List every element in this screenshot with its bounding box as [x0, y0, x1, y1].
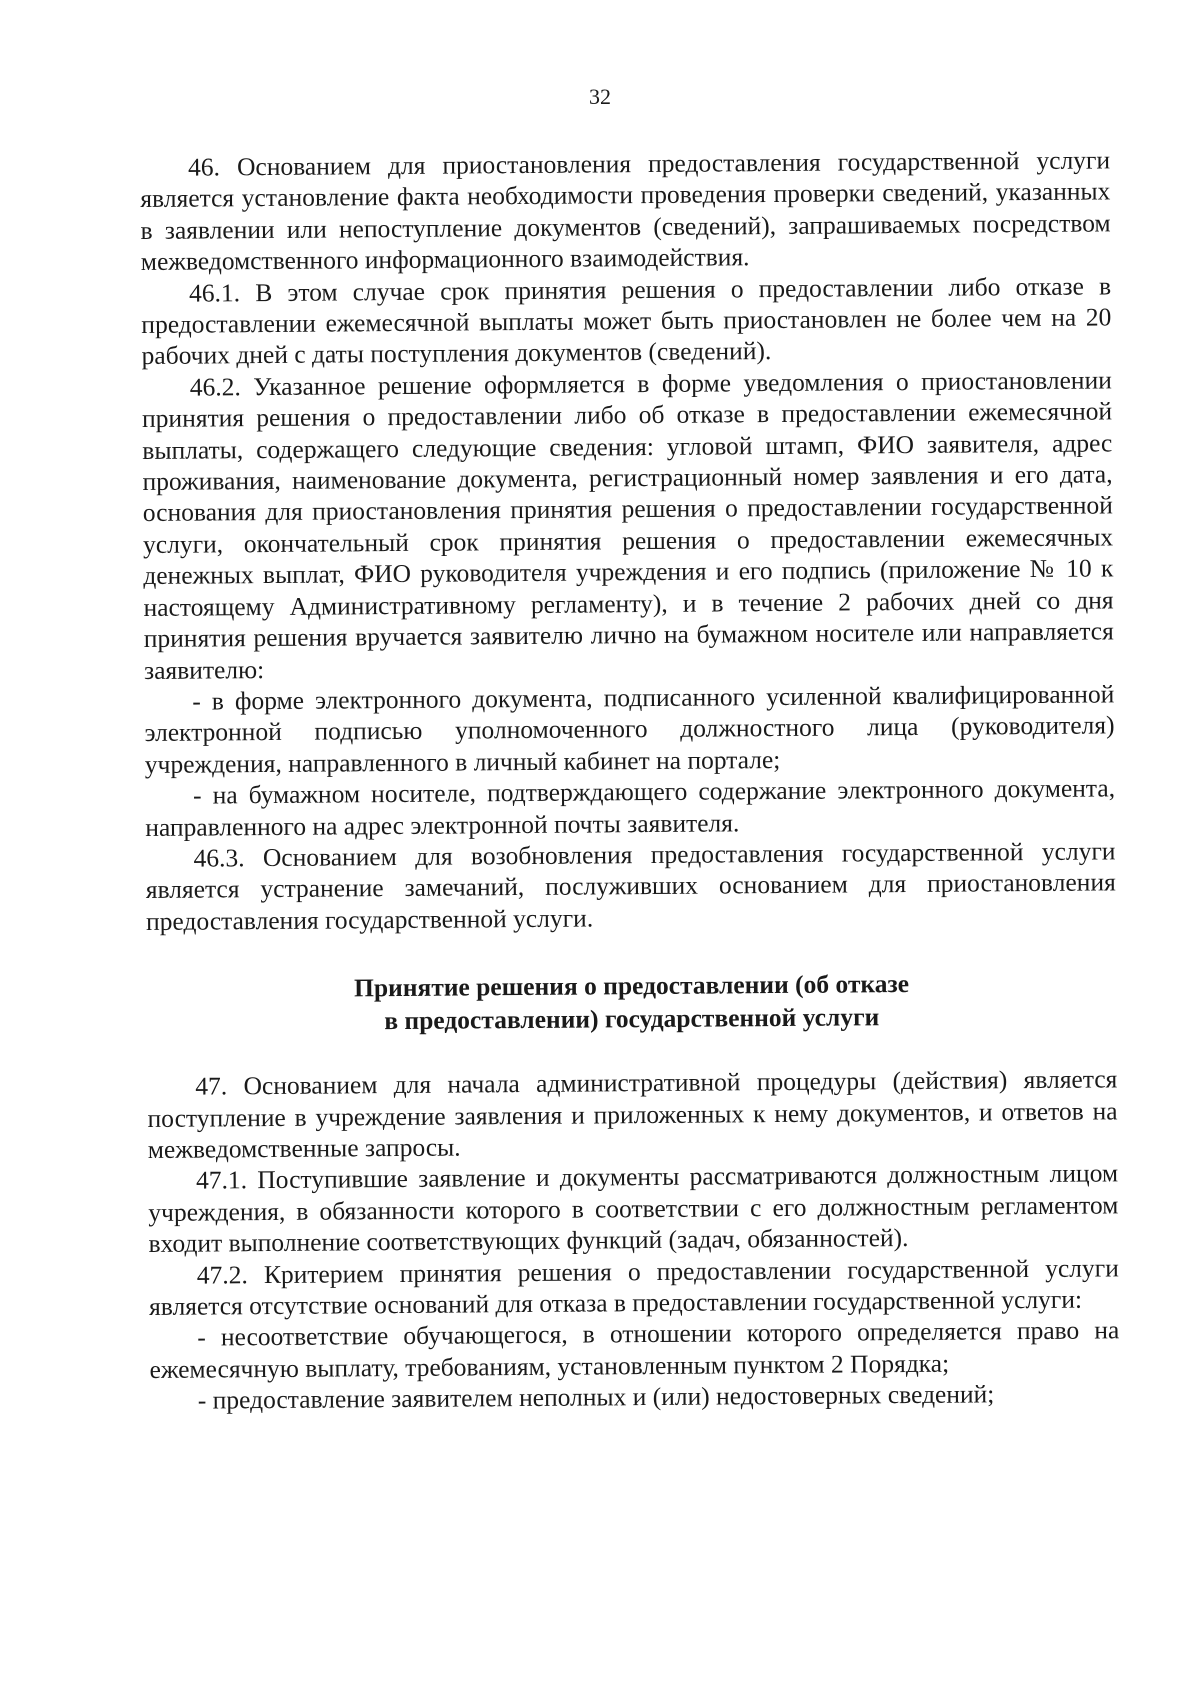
paragraph-46-3: 46.3. Основанием для возобновления предоставления государственной услуги является устранение замечаний, послуживших основанием для приостановления предоставления государственной услуги. — [145, 836, 1116, 936]
paragraph-46: 46. Основанием для приостановления предоставления государственной услуги является установление факта необходимости проведения проверки сведений, указанных в заявлении или непоступление документов (сведений), запрашиваемых посредством межведомственного информационного взаимодействия. — [140, 145, 1111, 277]
page-number: 32 — [589, 84, 611, 109]
list-item-paper-document: - на бумажном носителе, подтверждающего содержание электронного документа, направленного на адрес электронной почты заявителя. — [145, 773, 1116, 842]
section-heading-line-1: Принятие решения о предоставлении (об отказе — [353, 969, 910, 1003]
paragraph-47-1: 47.1. Поступившие заявление и документы рассматриваются должностным лицом учреждения, в обязанности которого в соответствии с его должностным регламентом входит выполнение соответствующих функций (задач, обязанностей). — [148, 1158, 1119, 1259]
list-item-noncompliance: - несоответствие обучающегося, в отношении которого определяется право на ежемесячную выплату, требованиям, установленным пунктом 2 Порядка; — [149, 1315, 1120, 1384]
paragraph-46-2: 46.2. Указанное решение оформляется в форме уведомления о приостановлении принятия решения о предоставлении либо об отказе в предоставлении ежемесячной выплаты, содержащего следующие сведения: угловой штамп, ФИО заявителя, адрес проживания, наименование документа, регистрационный номер заявления и его дата, основания для приостановления принятия решения о предоставлении государственной услуги, окончательный срок принятия решения о предоставлении ежемесячных денежных выплат, ФИО руководителя учреждения и его подпись (приложение № 10 к настоящему Административному регламенту), и в течение 2 рабочих дней со дня принятия решения вручается заявителю лично на бумажном носителе или направляется заявителю: — [141, 365, 1114, 685]
section-heading — [146, 966, 1116, 1040]
list-item-electronic-document: - в форме электронного документа, подписанного усиленной квалифицированной электронной подписью уполномоченного должностного лица (руководителя) учреждения, направленного в личный кабинет на портале; — [144, 679, 1115, 779]
paragraph-47-2: 47.2. Критерием принятия решения о предоставлении государственной услуги является отсутствие оснований для отказа в предоставлении государственной услуги: — [148, 1252, 1119, 1321]
paragraph-46-1: 46.1. В этом случае срок принятия решения о предоставлении либо отказе в предоставлении ежемесячной выплаты может быть приостановлен не более чем на 20 рабочих дней с даты поступления документов (сведений). — [141, 271, 1112, 371]
section-heading-line-2: в предоставлении) государственной услуги — [384, 1002, 880, 1036]
paragraph-47: 47. Основанием для начала административной процедуры (действия) является поступление в учреждение заявления и приложенных к нему документов, и ответов на межведомственные запросы. — [147, 1064, 1118, 1164]
list-item-incomplete-info: - предоставление заявителем неполных и (или) недостоверных сведений; — [197, 1379, 995, 1415]
document-body — [140, 144, 1120, 1416]
